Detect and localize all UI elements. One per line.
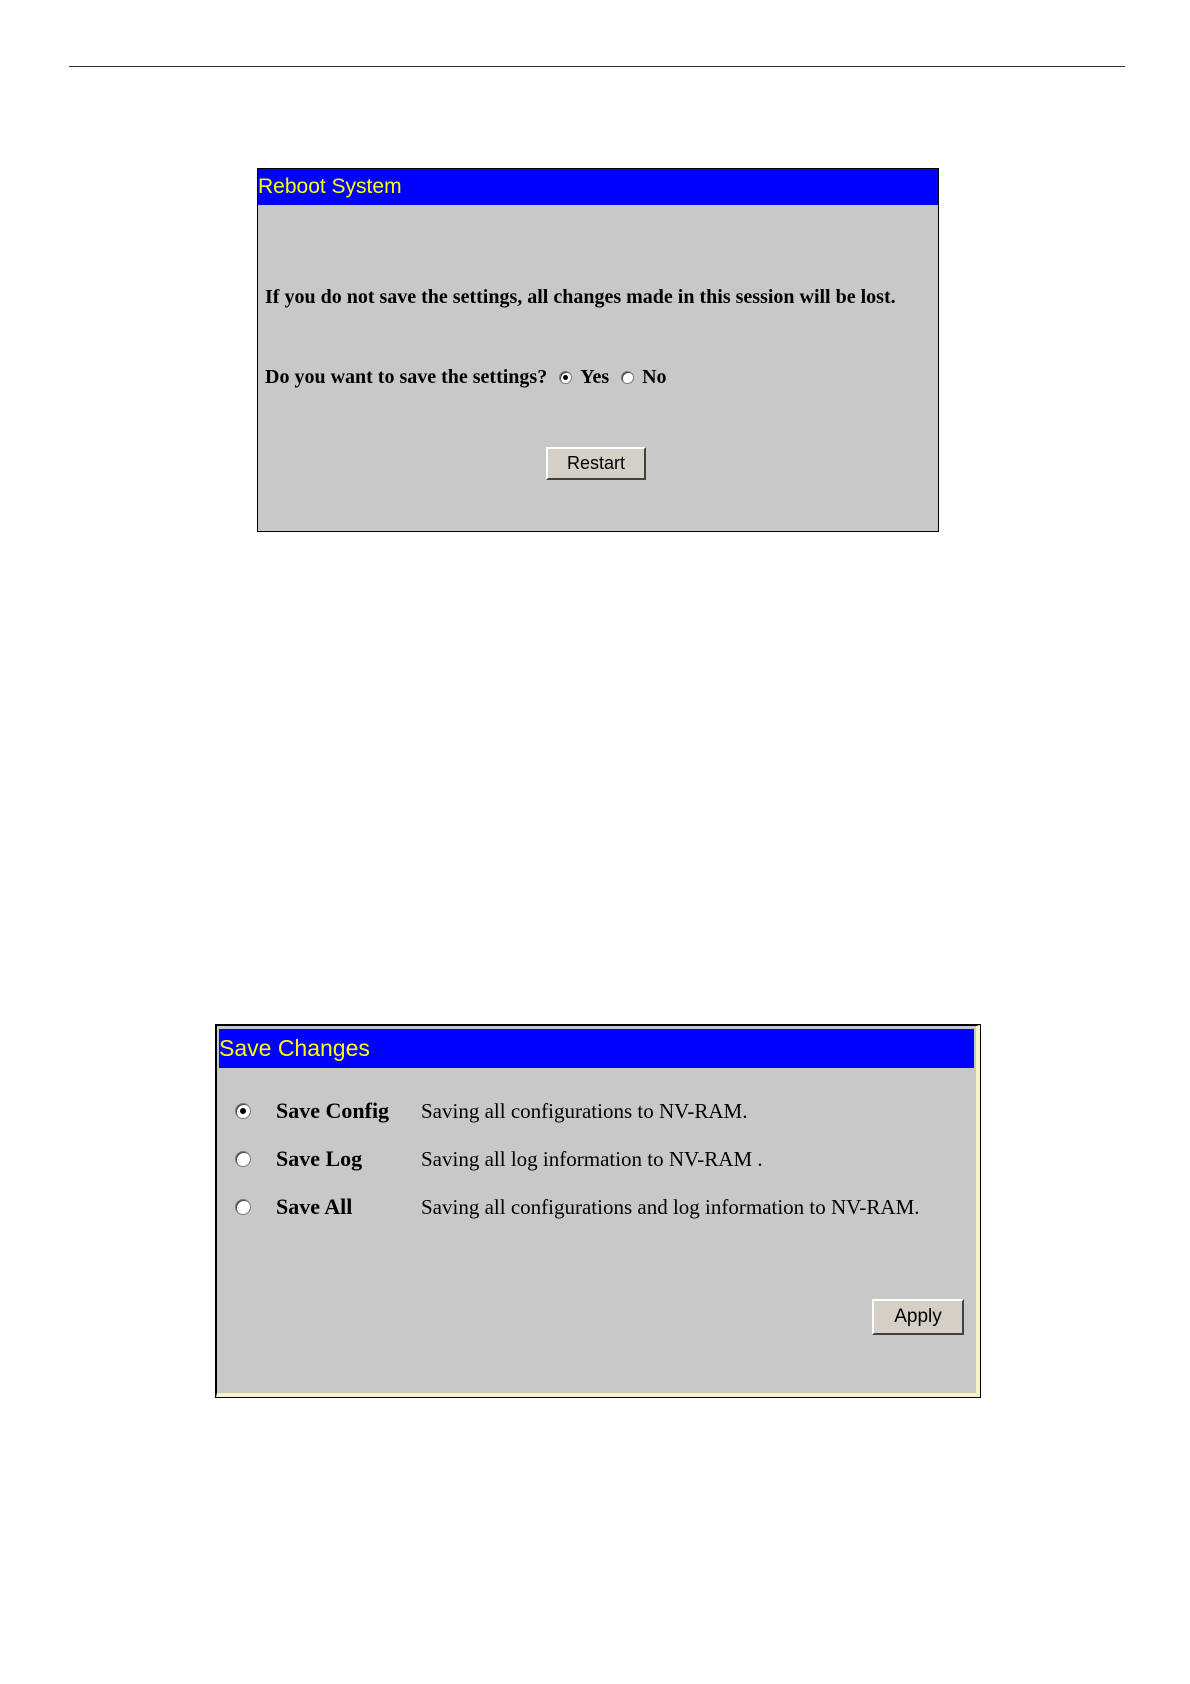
save-log-label[interactable]: Save Log xyxy=(276,1146,363,1171)
radio-yes-label[interactable]: Yes xyxy=(580,365,610,388)
apply-button[interactable]: Apply xyxy=(872,1299,964,1335)
reboot-system-title: Reboot System xyxy=(258,169,938,205)
radio-no-label[interactable]: No xyxy=(642,365,667,388)
save-option-row xyxy=(235,1144,763,1174)
radio-yes[interactable] xyxy=(559,371,572,384)
save-changes-panel xyxy=(216,1025,980,1397)
save-config-label[interactable]: Save Config xyxy=(276,1098,390,1123)
radio-save-all[interactable] xyxy=(235,1199,251,1215)
save-all-label[interactable]: Save All xyxy=(276,1194,353,1219)
reboot-warning-message: If you do not save the settings, all changes made in this session will be lost. xyxy=(265,286,896,308)
save-option-row xyxy=(235,1192,920,1222)
save-all-description: Saving all configurations and log information to NV-RAM. xyxy=(421,1194,920,1219)
save-log-description: Saving all log information to NV-RAM . xyxy=(421,1146,763,1171)
radio-save-log[interactable] xyxy=(235,1151,251,1167)
save-settings-question-row xyxy=(265,364,679,390)
radio-save-config[interactable] xyxy=(235,1103,251,1119)
save-settings-question: Do you want to save the settings? xyxy=(265,365,548,388)
radio-no[interactable] xyxy=(621,371,634,384)
reboot-system-panel xyxy=(257,168,939,532)
save-option-row xyxy=(235,1096,747,1126)
page-top-rule xyxy=(69,66,1125,67)
restart-button[interactable]: Restart xyxy=(546,447,646,480)
save-changes-title: Save Changes xyxy=(219,1029,974,1068)
save-config-description: Saving all configurations to NV-RAM. xyxy=(421,1098,748,1123)
